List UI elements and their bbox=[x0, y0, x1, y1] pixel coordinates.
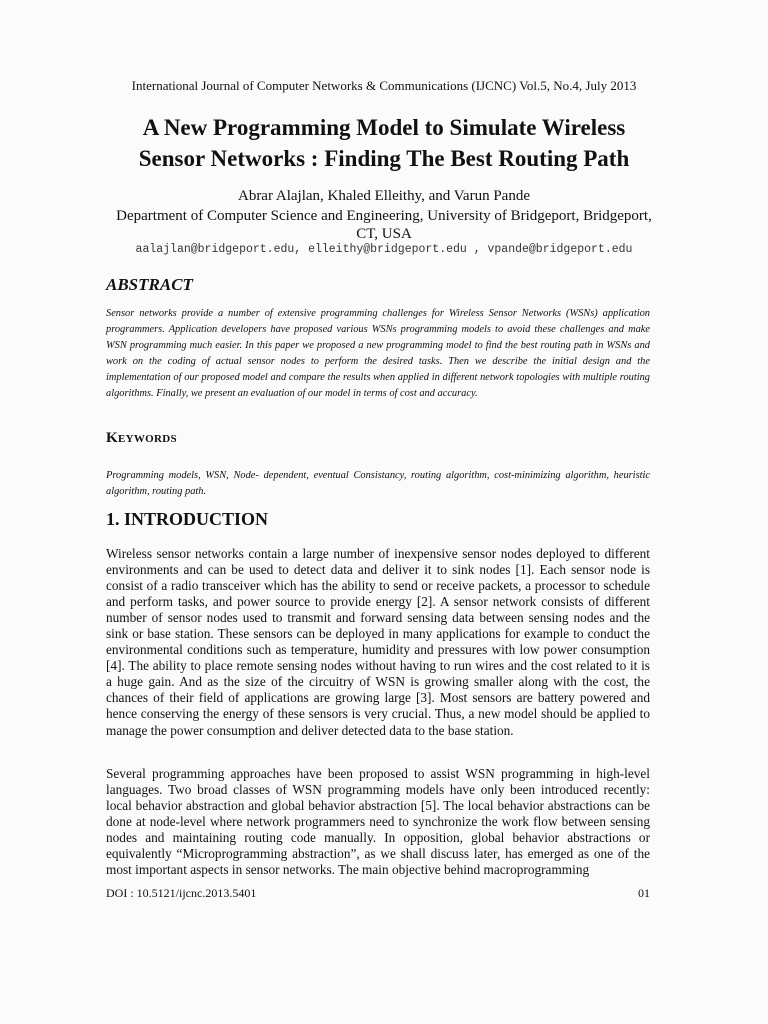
keywords-heading: Keywords bbox=[106, 430, 177, 446]
affiliation-line-2: CT, USA bbox=[356, 226, 412, 242]
title-line-2: Sensor Networks : Finding The Best Routing Path bbox=[138, 146, 630, 171]
author-emails: aalajlan@bridgeport.edu, elleithy@bridgeport.edu , vpande@bridgeport.edu bbox=[135, 243, 633, 256]
introduction-heading: 1. INTRODUCTION bbox=[106, 509, 269, 529]
intro-paragraph-2: Several programming approaches have been proposed to assist WSN programming in high-level languages. Two broad classes of WSN programming models have only been introduced recently: local behavior abstraction and global behavior abstraction [5]. The local behavior abstractions can be done at node-level where network programmers need to synchronize the work flow between sensing nodes and maintaining routing code manually. In opposition, global behavior abstractions or equivalently “Microprogramming abstraction”, as we shall discuss later, has emerged as one of the most important aspects in sensor networks. The main objective behind macroprogramming bbox=[106, 766, 650, 878]
abstract-heading: ABSTRACT bbox=[106, 275, 193, 294]
intro-paragraph-1: Wireless sensor networks contain a large number of inexpensive sensor nodes deployed to different environments and can be used to detect data and deliver it to sink nodes [1]. Each sensor node is consist of a radio transceiver which has the ability to send or receive packets, a processor to schedule and perform tasks, and power source to provide energy [2]. A sensor network consists of different number of sensor nodes used to transmit and forward sensing data between sensing nodes and the sink or base station. These sensors can be deployed in many applications for example to conduct the environmental conditions such as temperature, humidity and pressures with low power consumption [4]. The ability to place remote sensing nodes without having to run wires and the cost related to it is a huge gain. And as the size of the circuitry of WSN is growing smaller along with the cost, the chances of their field of applications are growing large [3]. Most sensors are battery powered and hence conserving the energy of these sensors is very crucial. Thus, a new model should be applied to manage the power consumption and deliver detected data to the base station. bbox=[106, 546, 650, 738]
abstract-text: Sensor networks provide a number of extensive programming challenges for Wireless Sensor Networks (WSNs) application programmers. Application developers have proposed various WSNs programming models to avoid these challenges and make WSN programming much easier. In this paper we proposed a new programming model to find the best routing path in WSNs and work on the coding of actual sensor nodes to perform the desired tasks. Then we describe the initial design and the implementation of our proposed model and compare the results when applied in different network topologies with multiple routing algorithms. Finally, we present an evaluation of our model in terms of cost and accuracy. bbox=[106, 308, 650, 399]
page-number: 01 bbox=[638, 886, 650, 900]
keywords-text: Programming models, WSN, Node- dependent, eventual Consistancy, routing algorithm, cost-minimizing algorithm, heuristic algorithm, routing path. bbox=[106, 470, 650, 497]
affiliation bbox=[96, 207, 672, 243]
paper-title bbox=[60, 112, 708, 174]
affiliation-line-1: Department of Computer Science and Engineering, University of Bridgeport, Bridgeport, bbox=[116, 208, 652, 224]
authors: Abrar Alajlan, Khaled Elleithy, and Varun Pande bbox=[237, 188, 530, 204]
title-line-1: A New Programming Model to Simulate Wireless bbox=[142, 115, 626, 140]
journal-header: International Journal of Computer Networks & Communications (IJCNC) Vol.5, No.4, July 2013 bbox=[131, 78, 637, 93]
footer-doi: DOI : 10.5121/ijcnc.2013.5401 bbox=[106, 886, 257, 900]
